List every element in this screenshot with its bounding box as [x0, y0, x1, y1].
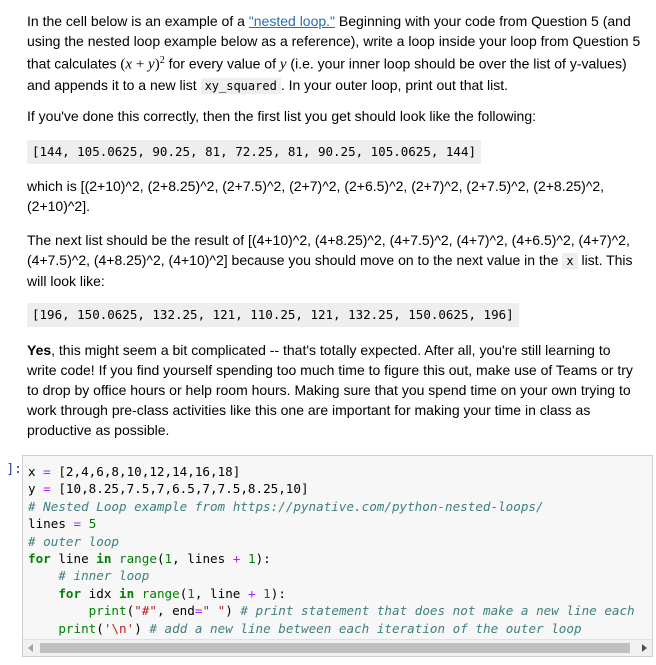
math-exponent: 2 — [159, 55, 165, 66]
intro-text-5: . In your outer loop, print out that list. — [280, 76, 509, 93]
nested-loop-link[interactable]: "nested loop." — [248, 13, 336, 29]
scroll-left-arrow-icon[interactable] — [28, 644, 33, 652]
math-paren-close: ) — [154, 56, 160, 73]
math-x: x — [125, 56, 133, 73]
paragraph-next-list — [27, 230, 642, 291]
paragraph-which-is: which is [(2+10)^2, (2+8.25)^2, (2+7.5)^2, (2+7)^2, (2+6.5)^2, (2+7)^2, (2+7.5)^2, (2+8.25)^2, (2+10)^2]. — [27, 178, 605, 214]
yes-bold: Yes — [27, 342, 52, 358]
next-list-text: The next list should be the result of [(4+10)^2, (4+8.25)^2, (4+7.5)^2, (4+7)^2, (4+6.5)^2, (4+7)^2, (4+7.5)^2, (4+8.25)^2, (4+10)^2] because you should move on to the next value in the — [27, 232, 630, 268]
code-editor[interactable] — [28, 463, 635, 637]
code-line-4: lines = 5 — [28, 516, 97, 532]
cell-prompt: ]: — [6, 462, 22, 477]
scrollbar-thumb[interactable] — [40, 643, 630, 653]
inline-code-xy-squared: xy_squared — [201, 78, 281, 94]
code-line-7: # inner loop — [28, 568, 150, 584]
code-line-5: # outer loop — [28, 533, 119, 549]
paragraph-yes — [27, 340, 642, 440]
math-paren: ( — [120, 56, 126, 73]
code-line-2: y = [10,8.25,7.5,7,6.5,7,7.5,8.25,10] — [28, 481, 309, 497]
code-line-3: # Nested Loop example from https://pynative.com/python-nested-loops/ — [28, 498, 544, 514]
code-line-1: x = [2,4,6,8,10,12,14,16,18] — [28, 464, 241, 479]
inline-code-x: x — [562, 253, 577, 269]
code-line-10: print('\n') # add a new line between each iteration of the outer loop — [58, 620, 582, 636]
math-y-2: y — [279, 56, 287, 73]
intro-text-4: (i.e. your inner loop should be over the list of y-values) and appends it to a new list — [27, 55, 627, 93]
code-line-9: print("#", end=" ") # print statement that does not make a new line each — [88, 603, 635, 619]
code-block-list-1: [144, 105.0625, 90.25, 81, 72.25, 81, 90.25, 105.0625, 144] — [27, 140, 481, 164]
intro-text: In the cell below is an example of a — [27, 13, 249, 29]
intro-text-3: for every value of — [164, 55, 280, 72]
code-block-list-2: [196, 150.0625, 132.25, 121, 110.25, 121, 132.25, 150.0625, 196] — [27, 303, 519, 327]
next-list-text-2: list. This will look like: — [27, 252, 633, 289]
code-cell[interactable] — [22, 455, 653, 657]
paragraph-first-list: If you've done this correctly, then the first list you get should look like the following: — [27, 108, 537, 124]
intro-text-2: Beginning with your code from Question 5 (and using the nested loop example below as a reference), write a loop inside your loop from Question 5 that calculates — [27, 13, 641, 72]
yes-text: , this might seem a bit complicated -- that's totally expected. After all, you're still learning to write code! If you find yourself spending too much time to figure this out, make use of Teams or try to drop by office hours or help room hours. Making sure that you spend time on your own trying to work through pre-class activities like this one are important for making your time in class as productive as possible. — [27, 342, 633, 438]
horizontal-scrollbar[interactable] — [23, 639, 652, 656]
math-y: y — [148, 56, 155, 73]
paragraph-intro — [27, 11, 642, 96]
scroll-right-arrow-icon[interactable] — [642, 644, 647, 652]
math-plus: + — [132, 56, 149, 73]
code-line-6: for line in range(1, lines + 1): — [28, 551, 271, 567]
code-line-8: for idx in range(1, line + 1): — [58, 585, 286, 601]
